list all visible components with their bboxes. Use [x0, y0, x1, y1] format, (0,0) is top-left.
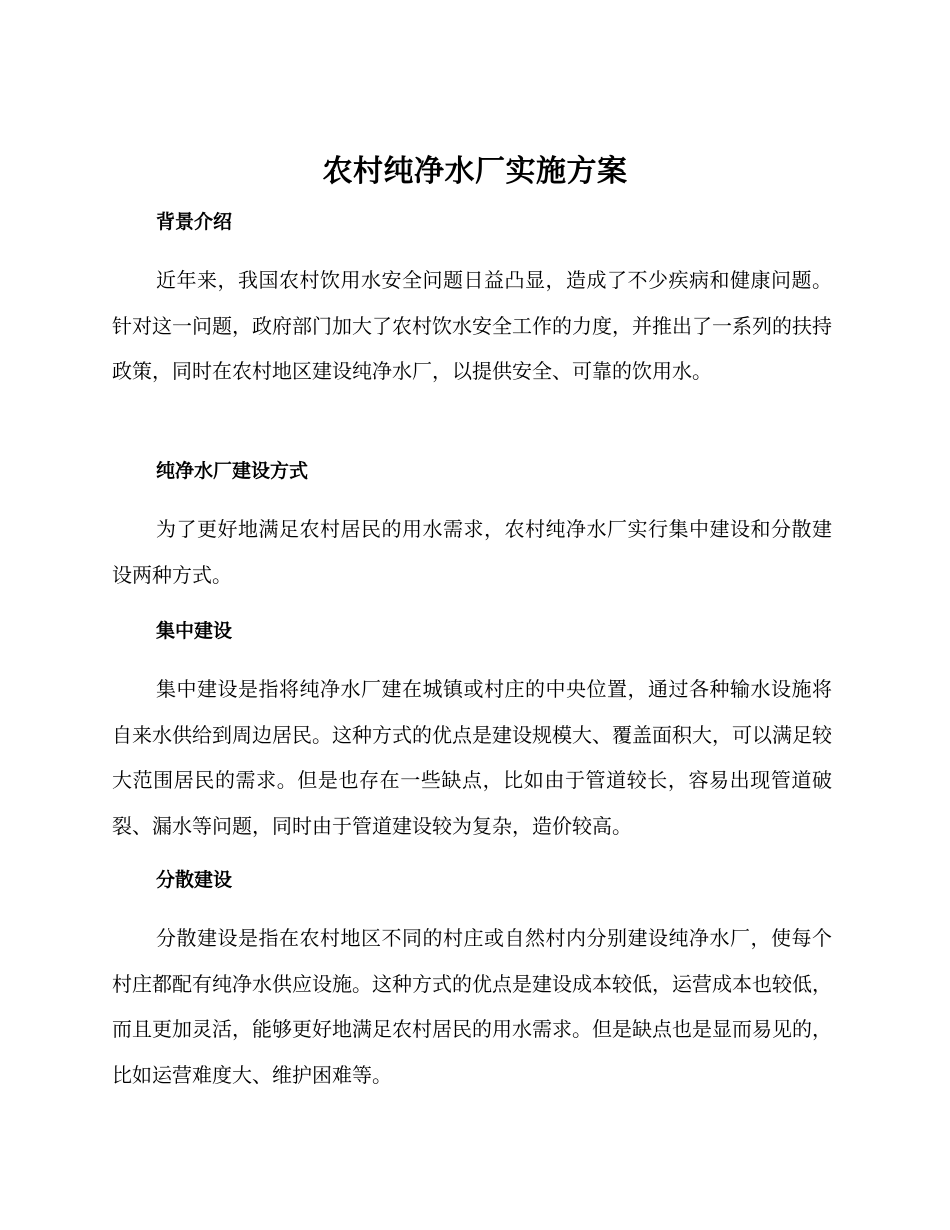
section-paragraph-construction-methods: 为了更好地满足农村居民的用水需求，农村纯净水厂实行集中建设和分散建设两种方式。	[112, 517, 832, 587]
section-paragraph-centralized: 集中建设是指将纯净水厂建在城镇或村庄的中央位置，通过各种输水设施将自来水供给到周边居民。这种方式的优点是建设规模大、覆盖面积大，可以满足较大范围居民的需求。但是也存在一些缺点，比如由于管道较长，容易出现管道破裂、漏水等问题，同时由于管道建设较为复杂，造价较高。	[112, 677, 832, 838]
section-heading-centralized: 集中建设	[156, 620, 233, 642]
section-paragraph-background: 近年来，我国农村饮用水安全问题日益凸显，造成了不少疾病和健康问题。针对这一问题，政府部门加大了农村饮水安全工作的力度，并推出了一系列的扶持政策，同时在农村地区建设纯净水厂，以提供安全、可靠的饮用水。	[112, 268, 832, 383]
section-paragraph-decentralized: 分散建设是指在农村地区不同的村庄或自然村内分别建设纯净水厂，使每个村庄都配有纯净水供应设施。这种方式的优点是建设成本较低，运营成本也较低，而且更加灵活，能够更好地满足农村居民的用水需求。但是缺点也是显而易见的，比如运营难度大、维护困难等。	[112, 926, 832, 1087]
section-heading-background: 背景介绍	[156, 211, 233, 233]
section-heading-construction-methods: 纯净水厂建设方式	[156, 460, 309, 482]
section-heading-decentralized: 分散建设	[156, 869, 233, 891]
document-title: 农村纯净水厂实施方案	[322, 154, 628, 189]
